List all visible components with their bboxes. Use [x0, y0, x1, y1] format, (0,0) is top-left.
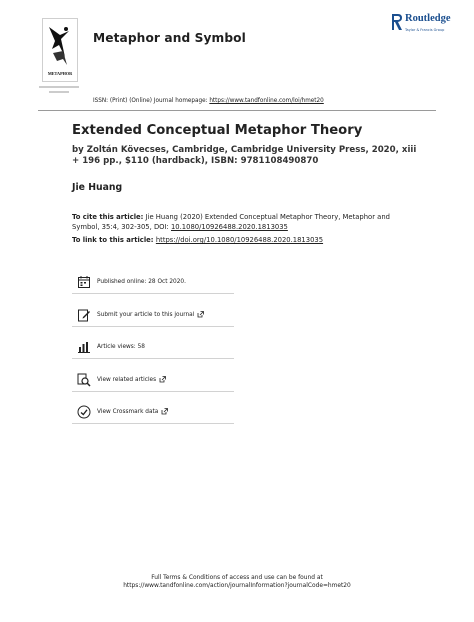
- journal-cover-image: [42, 18, 78, 82]
- citation-doi-link[interactable]: 10.1080/10926488.2020.1813035: [170, 223, 288, 231]
- published-online-label: Published online: 28 Oct 2020.: [97, 278, 186, 285]
- publisher-tagline: Taylor & Francis Group: [405, 28, 445, 32]
- article-views-box: [72, 335, 234, 359]
- article-title: Extended Conceptual Metaphor Theory: [72, 123, 363, 138]
- journal-homepage-link[interactable]: https://www.tandfonline.com/loi/hmet20: [209, 98, 324, 104]
- article-link-line: [72, 236, 323, 244]
- header-divider: [38, 110, 436, 111]
- crossmark-icon: [77, 405, 91, 419]
- footer-journal-info-link[interactable]: https://www.tandfonline.com/action/journalInformation?journalCode=hmet20: [123, 583, 351, 589]
- external-link-icon: [197, 311, 204, 318]
- crossmark-label[interactable]: View Crossmark data: [97, 408, 159, 415]
- routledge-logo[interactable]: [390, 12, 460, 36]
- routledge-r-icon: [390, 13, 403, 31]
- article-subtitle: by Zoltán Kövecses, Cambridge, Cambridge University Press, 2020, xiii + 196 pp., $110 (hardback), ISBN: 9781108490870: [72, 145, 417, 166]
- citation-label: To cite this article:: [72, 213, 144, 221]
- calendar-icon: [77, 275, 91, 289]
- article-doi-url[interactable]: https://doi.org/10.1080/10926488.2020.1813035: [155, 236, 324, 244]
- article-views-label: Article views: 58: [97, 343, 145, 350]
- related-articles-label[interactable]: View related articles: [97, 376, 157, 383]
- citation-block: [72, 212, 418, 232]
- published-online-box: [72, 270, 234, 294]
- submit-article-label[interactable]: Submit your article to this journal: [97, 311, 195, 318]
- footer: [0, 574, 474, 590]
- submit-article-box[interactable]: [72, 303, 234, 327]
- bar-chart-icon: [77, 340, 91, 354]
- link-label: To link to this article:: [72, 236, 156, 244]
- related-articles-box[interactable]: [72, 368, 234, 392]
- cover-title: METAPHOR: [47, 71, 73, 76]
- crossmark-box[interactable]: [72, 400, 234, 424]
- issn-prefix: ISSN: (Print) (Online) Journal homepage:: [93, 98, 210, 104]
- citation-text: Jie Huang (2020) Extended Conceptual Metaphor Theory, Metaphor and Symbol, 35:4, 302-305, DOI:: [72, 213, 390, 231]
- journal-title[interactable]: Metaphor and Symbol: [93, 31, 246, 45]
- magnifier-icon: [77, 373, 91, 387]
- publisher-name: Routledge: [405, 13, 451, 24]
- issn-line: [93, 98, 324, 104]
- cover-caption: [39, 86, 79, 96]
- article-author: Jie Huang: [72, 182, 123, 193]
- external-link-icon: [161, 408, 168, 415]
- footer-terms-line: Full Terms & Conditions of access and use can be found at: [151, 575, 323, 581]
- external-link-icon: [159, 376, 166, 383]
- pencil-icon: [77, 308, 91, 322]
